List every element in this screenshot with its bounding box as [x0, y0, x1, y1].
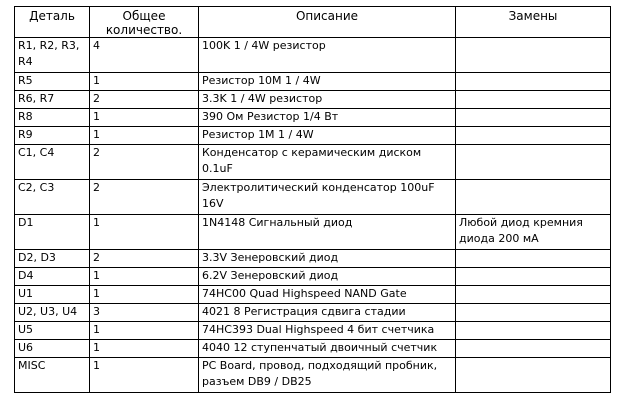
qty-cell: 1: [90, 358, 199, 393]
part-cell: R9: [15, 127, 90, 145]
description-cell: 74HC393 Dual Highspeed 4 бит счетчика: [199, 322, 456, 340]
substitutes-cell: [456, 91, 611, 109]
part-cell: D2, D3: [15, 250, 90, 268]
substitutes-cell: [456, 322, 611, 340]
parts-list-table: [14, 6, 611, 393]
description-cell: Резистор 1M 1 / 4W: [199, 127, 456, 145]
table-row: [15, 340, 611, 358]
substitutes-cell: [456, 38, 611, 73]
substitutes-cell: [456, 127, 611, 145]
table-row: [15, 91, 611, 109]
substitutes-cell: [456, 304, 611, 322]
header-substitutes: Замены: [456, 7, 611, 38]
table-row: [15, 358, 611, 393]
table-row: [15, 215, 611, 250]
part-cell: U5: [15, 322, 90, 340]
qty-cell: 2: [90, 180, 199, 215]
qty-cell: 1: [90, 322, 199, 340]
table-row: [15, 250, 611, 268]
qty-cell: 1: [90, 73, 199, 91]
qty-cell: 1: [90, 268, 199, 286]
part-cell: R1, R2, R3, R4: [15, 38, 90, 73]
table-row: [15, 322, 611, 340]
part-cell: U2, U3, U4: [15, 304, 90, 322]
description-cell: 390 Ом Резистор 1/4 Вт: [199, 109, 456, 127]
qty-cell: 2: [90, 145, 199, 180]
description-cell: 100K 1 / 4W резистор: [199, 38, 456, 73]
description-cell: 4021 8 Регистрация сдвига стадии: [199, 304, 456, 322]
qty-cell: 1: [90, 340, 199, 358]
substitutes-cell: [456, 145, 611, 180]
description-cell: 74HC00 Quad Highspeed NAND Gate: [199, 286, 456, 304]
part-cell: U6: [15, 340, 90, 358]
substitutes-cell: [456, 250, 611, 268]
substitutes-cell: [456, 340, 611, 358]
part-cell: D1: [15, 215, 90, 250]
part-cell: R6, R7: [15, 91, 90, 109]
description-cell: 3.3K 1 / 4W резистор: [199, 91, 456, 109]
table-row: [15, 127, 611, 145]
description-cell: 4040 12 ступенчатый двоичный счетчик: [199, 340, 456, 358]
table-row: [15, 304, 611, 322]
substitutes-cell: [456, 358, 611, 393]
description-cell: Резистор 10M 1 / 4W: [199, 73, 456, 91]
table-row: [15, 38, 611, 73]
qty-cell: 2: [90, 250, 199, 268]
part-cell: D4: [15, 268, 90, 286]
qty-cell: 1: [90, 109, 199, 127]
description-cell: 1N4148 Сигнальный диод: [199, 215, 456, 250]
description-cell: Конденсатор с керамическим диском 0.1uF: [199, 145, 456, 180]
qty-cell: 1: [90, 127, 199, 145]
substitutes-cell: Любой диод кремния диода 200 мА: [456, 215, 611, 250]
table-row: [15, 268, 611, 286]
header-row: [15, 7, 611, 38]
qty-cell: 4: [90, 38, 199, 73]
part-cell: C1, C4: [15, 145, 90, 180]
description-cell: Электролитический конденсатор 100uF 16V: [199, 180, 456, 215]
header-part: Деталь: [15, 7, 90, 38]
table-row: [15, 109, 611, 127]
header-description: Описание: [199, 7, 456, 38]
qty-cell: 2: [90, 91, 199, 109]
part-cell: MISC: [15, 358, 90, 393]
table-row: [15, 73, 611, 91]
qty-cell: 3: [90, 304, 199, 322]
table-row: [15, 286, 611, 304]
substitutes-cell: [456, 286, 611, 304]
part-cell: R8: [15, 109, 90, 127]
table-row: [15, 145, 611, 180]
substitutes-cell: [456, 268, 611, 286]
description-cell: 3.3V Зенеровский диод: [199, 250, 456, 268]
substitutes-cell: [456, 109, 611, 127]
substitutes-cell: [456, 180, 611, 215]
qty-cell: 1: [90, 215, 199, 250]
part-cell: C2, C3: [15, 180, 90, 215]
part-cell: R5: [15, 73, 90, 91]
description-cell: PC Board, провод, подходящий пробник, разъем DB9 / DB25: [199, 358, 456, 393]
description-cell: 6.2V Зенеровский диод: [199, 268, 456, 286]
substitutes-cell: [456, 73, 611, 91]
qty-cell: 1: [90, 286, 199, 304]
part-cell: U1: [15, 286, 90, 304]
header-qty: Общее количество.: [90, 7, 199, 38]
table-row: [15, 180, 611, 215]
